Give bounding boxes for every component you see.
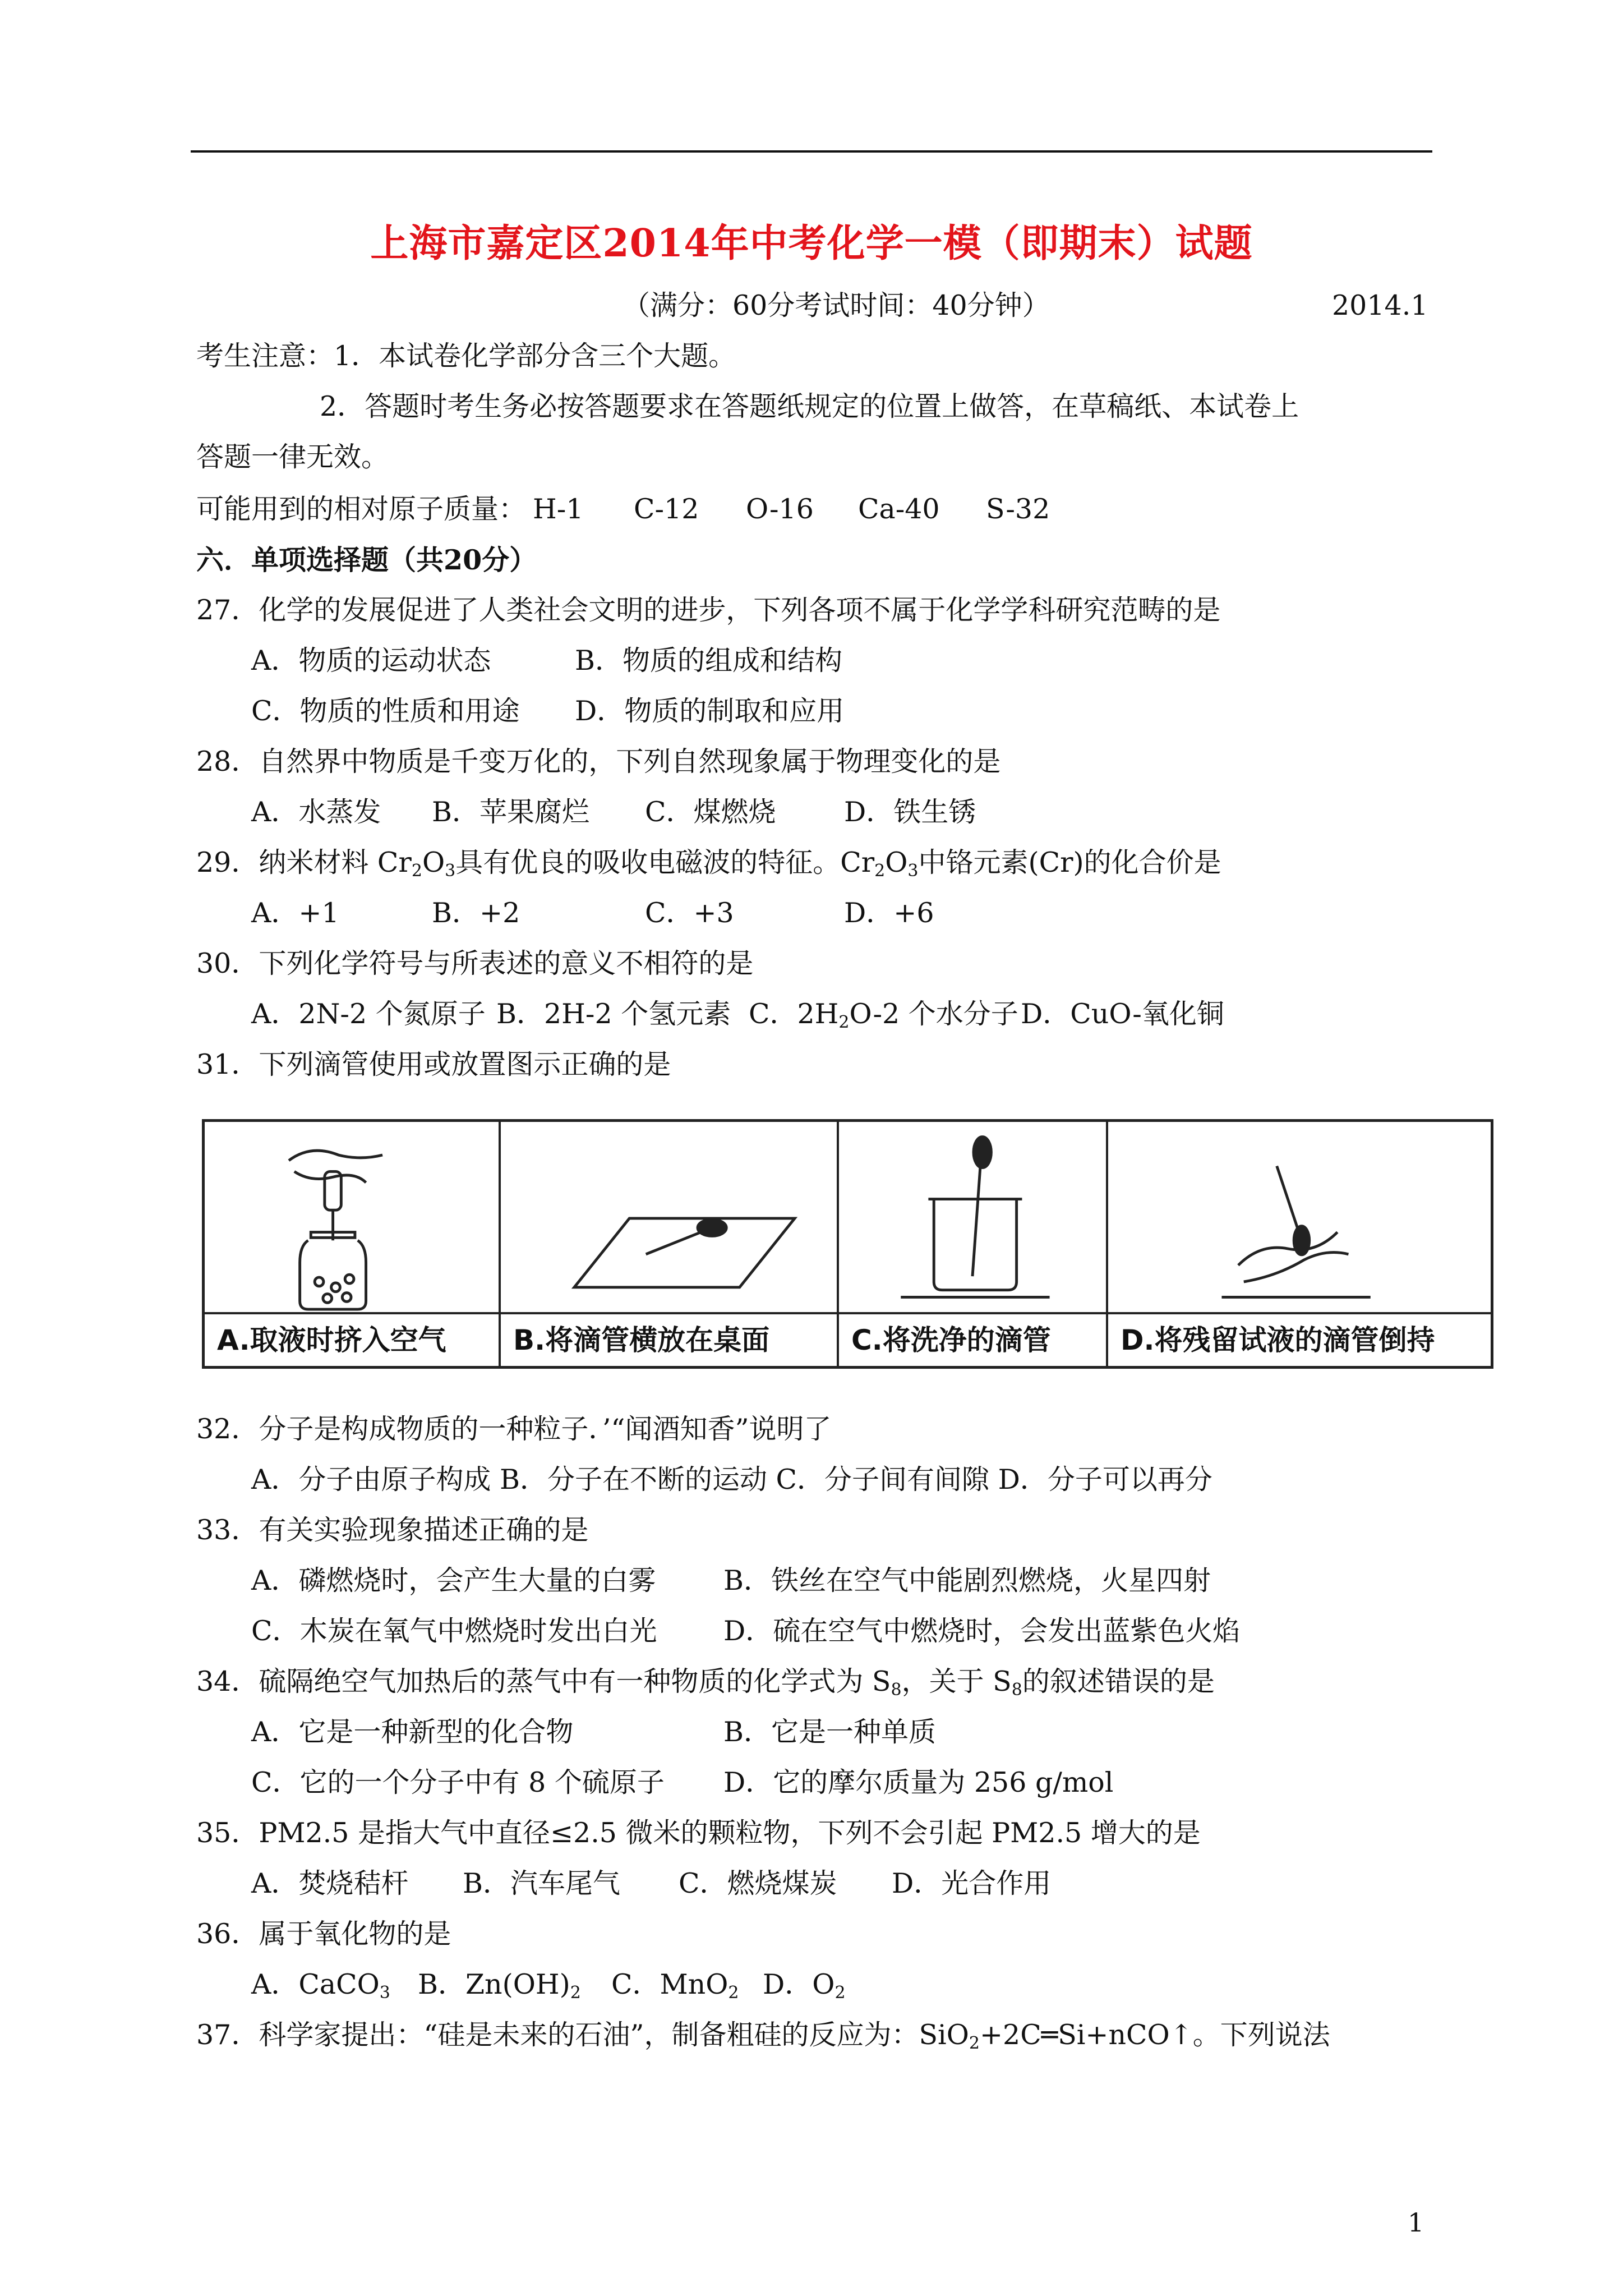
q36-option-c: C．MnO$_2$ (611, 1968, 739, 2003)
q27-option-b: B．物质的组成和结构 (575, 645, 843, 677)
q32-options: A．分子由原子构成 B．分子在不断的运动 C．分子间有间隙 D．分子可以再分 (251, 1464, 1212, 1496)
question-30: 30．下列化学符号与所表述的意义不相符的是 (196, 947, 754, 979)
caption-b: B.将滴管横放在桌面 (501, 1312, 837, 1366)
q34-option-b: B．它是一种单质 (723, 1716, 937, 1748)
q30-option-b: B．2H-2 个氢元素 (496, 998, 731, 1030)
q27-option-c: C．物质的性质和用途 (251, 695, 520, 727)
atomic-mass-label: 可能用到的相对原子质量： (196, 493, 527, 525)
figure-panel-b (501, 1122, 839, 1366)
caption-d: D.将残留试液的滴管倒持 (1108, 1312, 1491, 1366)
exam-date: 2014.1 (1332, 289, 1428, 321)
atomic-mass-item: Ca-40 (858, 493, 940, 525)
q34-option-a: A．它是一种新型的化合物 (251, 1716, 574, 1748)
q29-option-b: B．+2 (432, 897, 520, 929)
header-rule (191, 150, 1432, 153)
dropper-figure (202, 1119, 1493, 1369)
dropper-upside-down-illustration (1108, 1122, 1491, 1312)
figure-panel-d (1108, 1122, 1491, 1366)
question-33: 33．有关实验现象描述正确的是 (196, 1514, 589, 1546)
q35-option-c: C．燃烧煤炭 (679, 1867, 837, 1899)
q28-option-a: A．水蒸发 (251, 796, 381, 828)
q30-option-d: D．CuO-氧化铜 (1021, 998, 1224, 1030)
q28-option-b: B．苹果腐烂 (432, 796, 590, 828)
question-37: 37．科学家提出：“硅是未来的石油”，制备粗硅的反应为：SiO$_2$+2C═Si+nCO↑。下列说法 (196, 2019, 1330, 2053)
q36-option-a: A．CaCO$_3$ (251, 1968, 390, 2003)
section-heading: 六．单项选择题（共20分） (196, 544, 537, 576)
question-35: 35．PM2.5 是指大气中直径≤2.5 微米的颗粒物，下列不会引起 PM2.5 增大的是 (196, 1817, 1201, 1849)
atomic-mass-item: S-32 (986, 493, 1050, 525)
q27-option-a: A．物质的运动状态 (251, 645, 491, 677)
question-29: 29．纳米材料 $Cr_2O_3$具有优良的吸收电磁波的特征。$Cr_2O_3$中铬元素(Cr)的化合价是 (196, 846, 1221, 881)
notice-line-1: 考生注意：1．本试卷化学部分含三个大题。 (196, 340, 736, 372)
page-number: 1 (1408, 2207, 1424, 2238)
q33-option-a: A．磷燃烧时，会产生大量的白雾 (251, 1565, 656, 1596)
question-32: 32．分子是构成物质的一种粒子．’“闻酒知香”说明了 (196, 1413, 832, 1445)
q34-option-c: C．它的一个分子中有 8 个硫原子 (251, 1766, 665, 1798)
dropper-squeeze-illustration (205, 1122, 499, 1312)
question-27: 27．化学的发展促进了人类社会文明的进步，下列各项不属于化学学科研究范畴的是 (196, 594, 1221, 626)
q30-option-c: C．$2H_2O-2$ 个水分子 (749, 998, 1018, 1032)
dropper-in-beaker-illustration (839, 1122, 1106, 1312)
atomic-mass-item: H-1 (533, 493, 584, 525)
notice-line-2: 2．答题时考生务必按答题要求在答题纸规定的位置上做答，在草稿纸、本试卷上 (320, 390, 1299, 422)
q35-option-b: B．汽车尾气 (463, 1867, 621, 1899)
q36-option-b: B．$Zn(OH)_2$ (418, 1968, 581, 2003)
figure-panel-a (205, 1122, 501, 1366)
q33-option-d: D．硫在空气中燃烧时，会发出蓝紫色火焰 (723, 1615, 1241, 1647)
q27-option-d: D．物质的制取和应用 (575, 695, 845, 727)
q33-option-c: C．木炭在氧气中燃烧时发出白光 (251, 1615, 657, 1647)
question-36: 36．属于氧化物的是 (196, 1918, 451, 1950)
caption-a: A.取液时挤入空气 (205, 1312, 499, 1366)
question-31: 31．下列滴管使用或放置图示正确的是 (196, 1048, 671, 1080)
atomic-mass-item: C-12 (634, 493, 699, 525)
q34-option-d: D．它的摩尔质量为 256 g/mol (723, 1766, 1114, 1798)
page-title: 上海市嘉定区2014年中考化学一模（即期末）试题 (370, 221, 1253, 266)
exam-info: （满分：60分考试时间：40分钟） (623, 289, 1050, 321)
q35-option-d: D．光合作用 (892, 1867, 1052, 1899)
q29-option-d: D．+6 (844, 897, 934, 929)
dropper-on-table-illustration (501, 1122, 837, 1312)
figure-panel-c (839, 1122, 1108, 1366)
q28-option-d: D．铁生锈 (844, 796, 976, 828)
q33-option-b: B．铁丝在空气中能剧烈燃烧，火星四射 (723, 1565, 1211, 1596)
q29-option-c: C．+3 (645, 897, 734, 929)
q29-option-a: A．+1 (251, 897, 339, 929)
q28-option-c: C．煤燃烧 (645, 796, 776, 828)
question-34: 34．硫隔绝空气加热后的蒸气中有一种物质的化学式为 $S_8$，关于 $S_8$的叙述错误的是 (196, 1665, 1215, 1700)
q35-option-a: A．焚烧秸杆 (251, 1867, 409, 1899)
notice-line-3: 答题一律无效。 (196, 441, 389, 473)
q30-option-a: A．2N-2 个氮原子 (251, 998, 486, 1030)
atomic-mass-item: O-16 (746, 493, 814, 525)
caption-c: C.将洗净的滴管 (839, 1312, 1106, 1366)
q36-option-d: D．$O_2$ (763, 1968, 846, 2003)
question-28: 28．自然界中物质是千变万化的，下列自然现象属于物理变化的是 (196, 746, 1001, 777)
